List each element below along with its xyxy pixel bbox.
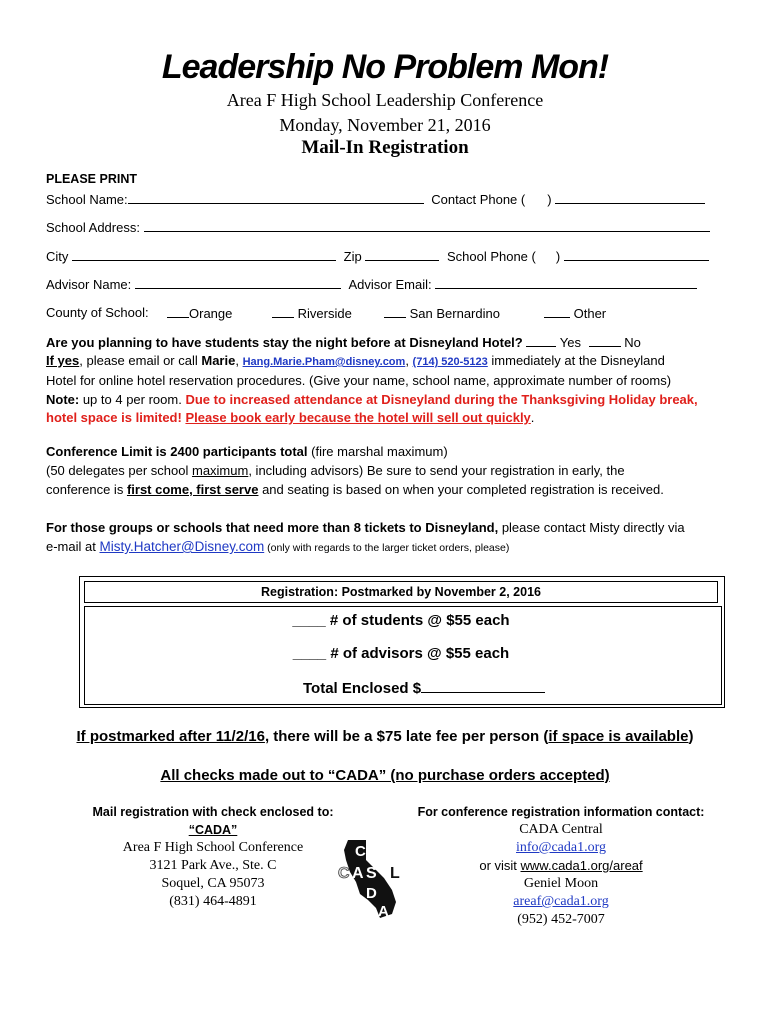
contact-org: CADA Central <box>519 822 603 837</box>
hotel-immediately-text: immediately at the Disneyland <box>487 353 665 368</box>
mail-heading: Mail registration with check enclosed to: <box>92 805 334 819</box>
mail-line-1: Area F High School Conference <box>122 840 304 855</box>
county-orange-label: Orange <box>189 306 233 321</box>
limit-label: Conference Limit is 2400 participants total <box>46 444 308 459</box>
contact-person: Geniel Moon <box>523 876 599 891</box>
registration-deadline: Registration: Postmarked by November 2, 2016 <box>261 585 541 599</box>
late-fee-notice <box>0 728 770 745</box>
county-option-san-bernardino[interactable] <box>384 305 500 321</box>
hotel-warning-3: Please book early because the hotel will sell out quickly <box>185 410 531 425</box>
county-san-bernardino-label: San Bernardino <box>409 306 500 321</box>
county-other-checkline[interactable] <box>544 305 570 318</box>
county-orange-checkline[interactable] <box>167 305 189 318</box>
hotel-warning-line <box>46 410 534 425</box>
hotel-warning-period: . <box>530 410 535 425</box>
groups-line-2 <box>46 539 509 554</box>
note-text: up to 4 per room. <box>79 392 186 407</box>
mail-payee: “CADA” <box>188 823 238 837</box>
late-fee-date: If postmarked after 11/2/16 <box>76 728 265 745</box>
county-row <box>46 305 726 320</box>
advisor-email-field[interactable] <box>435 276 697 289</box>
hotel-contact-email-link[interactable]: Hang.Marie.Pham@disney.com <box>242 356 406 368</box>
advisor-name-field[interactable] <box>135 276 341 289</box>
hotel-contact-text: , please email or call <box>79 353 202 368</box>
school-name-row <box>46 191 705 207</box>
limit-line2b: , including advisors) Be sure to send your registration in early, the <box>248 463 625 478</box>
county-label: County of School: <box>46 305 149 320</box>
city-row <box>46 248 709 264</box>
total-enclosed-field[interactable] <box>421 678 545 693</box>
groups-email-prefix: e-mail at <box>46 539 100 554</box>
contact-phone: (952) 452-7007 <box>517 912 605 927</box>
mail-line-2: 3121 Park Ave., Ste. C <box>149 858 277 873</box>
hotel-contact-name: Marie <box>201 353 236 368</box>
students-count-field[interactable]: ____ # of students @ $55 each <box>292 612 510 629</box>
limit-line2a: (50 delegates per school <box>46 463 192 478</box>
logo-letter-a2: A <box>378 903 389 920</box>
limit-line-3 <box>46 482 664 497</box>
contact-heading: For conference registration information contact: <box>417 805 705 819</box>
limit-line-1 <box>46 444 448 459</box>
contact-phone-label: Contact Phone ( <box>431 192 526 207</box>
school-phone-label: School Phone ( <box>446 249 536 264</box>
county-san-bernardino-checkline[interactable] <box>384 305 406 318</box>
zip-field[interactable] <box>365 248 439 261</box>
contact-email-row <box>392 840 730 856</box>
limit-line3a: conference is <box>46 482 127 497</box>
hotel-yes-field[interactable] <box>526 334 556 347</box>
conference-date: Monday, November 21, 2016 <box>279 115 491 135</box>
mail-line-3: Soquel, CA 95073 <box>161 876 265 891</box>
groups-email-link[interactable]: Misty.Hatcher@Disney.com <box>99 539 265 554</box>
hotel-contact-phone-link[interactable]: (714) 520-5123 <box>412 356 488 368</box>
contact-visit-prefix: or visit <box>479 858 521 873</box>
logo-letter-c1: C <box>355 843 366 860</box>
logo-letter-a1: A <box>352 865 364 882</box>
county-option-riverside[interactable] <box>272 305 352 321</box>
conference-name: Area F High School Leadership Conference <box>226 90 544 110</box>
mail-phone: (831) 464-4891 <box>169 894 257 909</box>
contact-website-link[interactable]: www.cada1.org/areaf <box>520 858 643 873</box>
school-phone-close: ) <box>555 249 561 264</box>
groups-line-1 <box>46 520 685 535</box>
hotel-no-label: No <box>624 335 641 350</box>
zip-label: Zip <box>343 249 362 264</box>
advisor-row <box>46 276 697 292</box>
logo-letter-d: D <box>366 885 377 902</box>
groups-label: For those groups or schools that need more than 8 tickets to Disneyland, <box>46 520 499 535</box>
hotel-question: Are you planning to have students stay the night before at Disneyland Hotel? <box>46 335 523 350</box>
contact-phone-field[interactable] <box>555 191 705 204</box>
logo-letter-l: L <box>390 865 400 882</box>
late-fee-close: ) <box>688 728 694 745</box>
logo-letter-s: S <box>366 865 377 882</box>
form-type: Mail-In Registration <box>301 137 469 158</box>
county-option-orange[interactable] <box>167 305 232 321</box>
hotel-note-line <box>46 392 698 407</box>
if-yes-label: If yes <box>46 353 80 368</box>
county-other-label: Other <box>573 306 607 321</box>
city-label: City <box>46 249 69 264</box>
groups-email-note: (only with regards to the larger ticket orders, please) <box>264 542 510 554</box>
hotel-question-row <box>46 334 641 350</box>
hotel-contact-line: If yes, please email or call Marie, Hang.Marie.Pham@disney.com, (714) 520-5123 immediately at the Disneyland <box>46 353 665 368</box>
limit-first-come: first come, first serve <box>126 482 259 497</box>
school-name-label: School Name: <box>46 192 128 207</box>
contact-phone-close: ) <box>547 192 552 207</box>
contact-website-row <box>392 858 730 873</box>
total-enclosed-row <box>303 678 545 697</box>
late-fee-text: , there will be a $75 late fee per person ( <box>264 728 549 745</box>
limit-maximum: maximum <box>191 463 249 478</box>
school-name-field[interactable] <box>128 191 424 204</box>
school-address-label: School Address: <box>46 220 140 235</box>
page-title: Leadership No Problem Mon! <box>161 48 609 86</box>
groups-text: please contact Misty directly via <box>498 520 685 535</box>
limit-fire-text: (fire marshal maximum) <box>307 444 448 459</box>
logo-letter-c2: C <box>338 865 350 882</box>
limit-line3b: and seating is based on when your completed registration is received. <box>258 482 664 497</box>
hotel-procedures-line: Hotel for online hotel reservation procedures. (Give your name, school name, approximate number of rooms) <box>46 373 672 388</box>
hotel-yes-label: Yes <box>559 335 581 350</box>
contact-email-link[interactable]: info@cada1.org <box>516 840 606 855</box>
advisors-count-field[interactable]: ____ # of advisors @ $55 each <box>292 645 510 662</box>
school-phone-field[interactable] <box>564 248 709 261</box>
contact-person-email-row <box>392 894 730 910</box>
advisor-email-label: Advisor Email: <box>348 277 432 292</box>
advisor-name-label: Advisor Name: <box>46 277 132 292</box>
please-print-label: PLEASE PRINT <box>46 172 137 186</box>
late-fee-availability: if space is available <box>548 728 689 745</box>
county-option-other[interactable] <box>544 305 606 321</box>
checks-payable-notice: All checks made out to “CADA” (no purchase orders accepted) <box>160 767 610 784</box>
total-enclosed-label: Total Enclosed $ <box>303 680 422 697</box>
hotel-warning-1: Due to increased attendance at Disneyland during the Thanksgiving Holiday break, <box>185 392 698 407</box>
city-field[interactable] <box>72 248 336 261</box>
county-riverside-label: Riverside <box>297 306 352 321</box>
school-address-row <box>46 219 710 235</box>
hotel-no-field[interactable] <box>589 334 621 347</box>
school-address-field[interactable] <box>144 219 710 232</box>
county-riverside-checkline[interactable] <box>272 305 294 318</box>
contact-person-email-link[interactable]: areaf@cada1.org <box>513 894 609 909</box>
limit-line-2 <box>46 463 625 478</box>
note-label: Note: <box>46 392 80 407</box>
hotel-warning-2: hotel space is limited! <box>46 410 186 425</box>
